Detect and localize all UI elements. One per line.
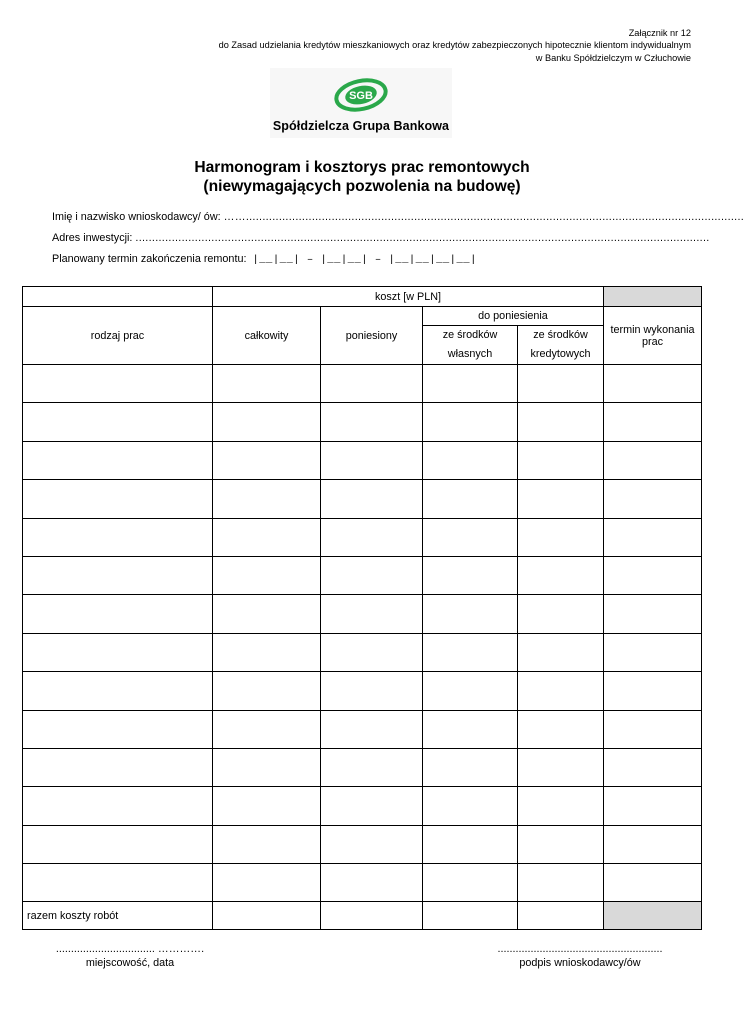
incurred-cost-cell[interactable]: [321, 595, 423, 633]
table-row: [23, 864, 702, 902]
work-type-cell[interactable]: [23, 595, 213, 633]
total-cost-cell[interactable]: [213, 825, 321, 863]
total-costs-shaded-cell: [604, 902, 702, 930]
credit-funds-cell[interactable]: [518, 633, 604, 671]
applicant-name-label: Imię i nazwisko wnioskodawcy/ ów:: [52, 211, 221, 223]
table-row: [23, 672, 702, 710]
work-type-cell[interactable]: [23, 365, 213, 403]
total-cost-cell[interactable]: [213, 748, 321, 786]
sgb-logo-text: SGB: [349, 90, 373, 102]
total-cost-cell[interactable]: [213, 710, 321, 748]
table-row: [23, 518, 702, 556]
document-title: [0, 158, 724, 196]
own-funds-cell[interactable]: [423, 365, 518, 403]
deadline-cell[interactable]: [604, 787, 702, 825]
sgb-logo-icon: [332, 74, 390, 114]
table-row: [23, 748, 702, 786]
work-type-cell[interactable]: [23, 403, 213, 441]
total-cost-cell[interactable]: [213, 518, 321, 556]
own-funds-cell[interactable]: [423, 710, 518, 748]
table-row: [23, 710, 702, 748]
applicant-signature: [484, 942, 676, 970]
applicant-signature-label: podpis wnioskodawcy/ów: [519, 957, 641, 969]
incurred-cost-cell[interactable]: [321, 787, 423, 825]
incurred-cost-cell[interactable]: [321, 633, 423, 671]
total-costs-incurred-cell[interactable]: [321, 902, 423, 930]
work-type-cell[interactable]: [23, 748, 213, 786]
own-funds-cell[interactable]: [423, 441, 518, 479]
work-type-header: rodzaj prac: [23, 307, 213, 365]
deadline-cell[interactable]: [604, 864, 702, 902]
credit-funds-cell[interactable]: [518, 518, 604, 556]
applicant-signature-field[interactable]: .......................................................: [497, 943, 663, 955]
table-row: [23, 556, 702, 594]
bank-logo: [270, 68, 452, 138]
incurred-cost-cell[interactable]: [321, 710, 423, 748]
deadline-cell[interactable]: [604, 518, 702, 556]
total-cost-cell[interactable]: [213, 633, 321, 671]
table-row: [23, 595, 702, 633]
title-line-1: Harmonogram i kosztorys prac remontowych: [194, 159, 530, 176]
cost-schedule-table: [22, 286, 702, 930]
work-type-cell[interactable]: [23, 441, 213, 479]
deadline-cell[interactable]: [604, 633, 702, 671]
incurred-cost-cell[interactable]: [321, 825, 423, 863]
work-type-cell[interactable]: [23, 480, 213, 518]
credit-funds-cell[interactable]: [518, 710, 604, 748]
total-cost-cell[interactable]: [213, 441, 321, 479]
title-line-2: (niewymagających pozwolenia na budowę): [203, 178, 521, 195]
work-type-cell[interactable]: [23, 672, 213, 710]
place-date-label: miejscowość, data: [85, 957, 175, 969]
cost-header: koszt [w PLN]: [213, 287, 604, 307]
deadline-cell[interactable]: [604, 480, 702, 518]
deadline-cell[interactable]: [604, 748, 702, 786]
credit-funds-cell[interactable]: [518, 441, 604, 479]
total-costs-label: razem koszty robót: [23, 902, 213, 930]
own-funds-cell[interactable]: [423, 595, 518, 633]
table-row: [23, 403, 702, 441]
credit-funds-header: ze środków kredytowych: [518, 326, 604, 365]
work-type-cell[interactable]: [23, 556, 213, 594]
incurred-cost-cell[interactable]: [321, 518, 423, 556]
completion-date-label: Planowany termin zakończenia remontu:: [52, 253, 247, 265]
annex-line-3: w Banku Spółdzielczym w Człuchowie: [535, 52, 691, 63]
annex-line-1: Załącznik nr 12: [628, 28, 691, 38]
own-funds-cell[interactable]: [423, 748, 518, 786]
total-cost-cell[interactable]: [213, 403, 321, 441]
completion-date-field[interactable]: |__|__| – |__|__| – |__|__|__|__|: [252, 254, 477, 266]
incurred-cost-cell[interactable]: [321, 365, 423, 403]
investment-address-row: [52, 232, 710, 253]
investment-address-field[interactable]: ..............................................................................................................................................................................: [135, 232, 710, 244]
applicant-name-field[interactable]: …….......................................................................................................................................................: [223, 211, 744, 223]
annex-note: [171, 27, 691, 64]
own-funds-cell[interactable]: [423, 403, 518, 441]
total-cost-cell[interactable]: [213, 787, 321, 825]
credit-funds-cell[interactable]: [518, 825, 604, 863]
incurred-cost-cell[interactable]: [321, 480, 423, 518]
incurred-cost-cell[interactable]: [321, 441, 423, 479]
deadline-cell[interactable]: [604, 672, 702, 710]
total-cost-cell[interactable]: [213, 672, 321, 710]
own-funds-cell[interactable]: [423, 480, 518, 518]
work-type-cell[interactable]: [23, 710, 213, 748]
own-funds-cell[interactable]: [423, 556, 518, 594]
work-type-cell[interactable]: [23, 864, 213, 902]
annex-line-2: do Zasad udzielania kredytów mieszkaniowych oraz kredytów zabezpieczonych hipotecznie klientom indywidualnym: [218, 40, 691, 51]
deadline-cell[interactable]: [604, 595, 702, 633]
incurred-cost-header: poniesiony: [321, 307, 423, 365]
incurred-cost-cell[interactable]: [321, 403, 423, 441]
credit-funds-cell[interactable]: [518, 672, 604, 710]
deadline-cell[interactable]: [604, 403, 702, 441]
table-row: [23, 633, 702, 671]
shaded-header-cell: [604, 287, 702, 307]
credit-funds-cell[interactable]: [518, 787, 604, 825]
applicant-name-row: [52, 211, 744, 232]
credit-funds-cell[interactable]: [518, 748, 604, 786]
applicant-fields: [52, 211, 744, 274]
work-type-cell[interactable]: [23, 633, 213, 671]
place-date-field[interactable]: ................................. ………….: [55, 943, 205, 955]
completion-date-row: [52, 253, 672, 274]
incurred-cost-cell[interactable]: [321, 748, 423, 786]
own-funds-header: ze środków własnych: [423, 326, 518, 365]
deadline-cell[interactable]: [604, 441, 702, 479]
own-funds-cell[interactable]: [423, 825, 518, 863]
to-incur-header: do poniesienia: [423, 307, 604, 326]
investment-address-label: Adres inwestycji:: [52, 232, 133, 244]
completion-deadline-header: termin wykonania prac: [604, 307, 702, 365]
deadline-cell[interactable]: [604, 825, 702, 863]
table-row: [23, 825, 702, 863]
total-cost-cell[interactable]: [213, 864, 321, 902]
total-cost-cell[interactable]: [213, 480, 321, 518]
incurred-cost-cell[interactable]: [321, 556, 423, 594]
credit-funds-cell[interactable]: [518, 864, 604, 902]
credit-funds-cell[interactable]: [518, 595, 604, 633]
total-costs-total-cell[interactable]: [213, 902, 321, 930]
deadline-cell[interactable]: [604, 556, 702, 594]
work-type-cell[interactable]: [23, 518, 213, 556]
deadline-cell[interactable]: [604, 710, 702, 748]
incurred-cost-cell[interactable]: [321, 672, 423, 710]
own-funds-cell[interactable]: [423, 672, 518, 710]
total-cost-cell[interactable]: [213, 595, 321, 633]
own-funds-cell[interactable]: [423, 787, 518, 825]
total-costs-credit-funds-cell[interactable]: [518, 902, 604, 930]
total-cost-cell[interactable]: [213, 365, 321, 403]
table-row: [23, 787, 702, 825]
work-type-cell[interactable]: [23, 787, 213, 825]
own-funds-cell[interactable]: [423, 518, 518, 556]
deadline-cell[interactable]: [604, 365, 702, 403]
total-costs-own-funds-cell[interactable]: [423, 902, 518, 930]
total-cost-header: całkowity: [213, 307, 321, 365]
place-date-signature: [40, 942, 220, 970]
total-cost-cell[interactable]: [213, 556, 321, 594]
credit-funds-cell[interactable]: [518, 403, 604, 441]
credit-funds-cell[interactable]: [518, 556, 604, 594]
credit-funds-cell[interactable]: [518, 365, 604, 403]
incurred-cost-cell[interactable]: [321, 864, 423, 902]
own-funds-cell[interactable]: [423, 864, 518, 902]
table-corner-cell: [23, 287, 213, 307]
table-body: [23, 365, 702, 902]
own-funds-cell[interactable]: [423, 633, 518, 671]
bank-name: Spółdzielcza Grupa Bankowa: [272, 119, 450, 133]
table-row: [23, 441, 702, 479]
work-type-cell[interactable]: [23, 825, 213, 863]
table-row: [23, 365, 702, 403]
credit-funds-cell[interactable]: [518, 480, 604, 518]
table-row: [23, 480, 702, 518]
